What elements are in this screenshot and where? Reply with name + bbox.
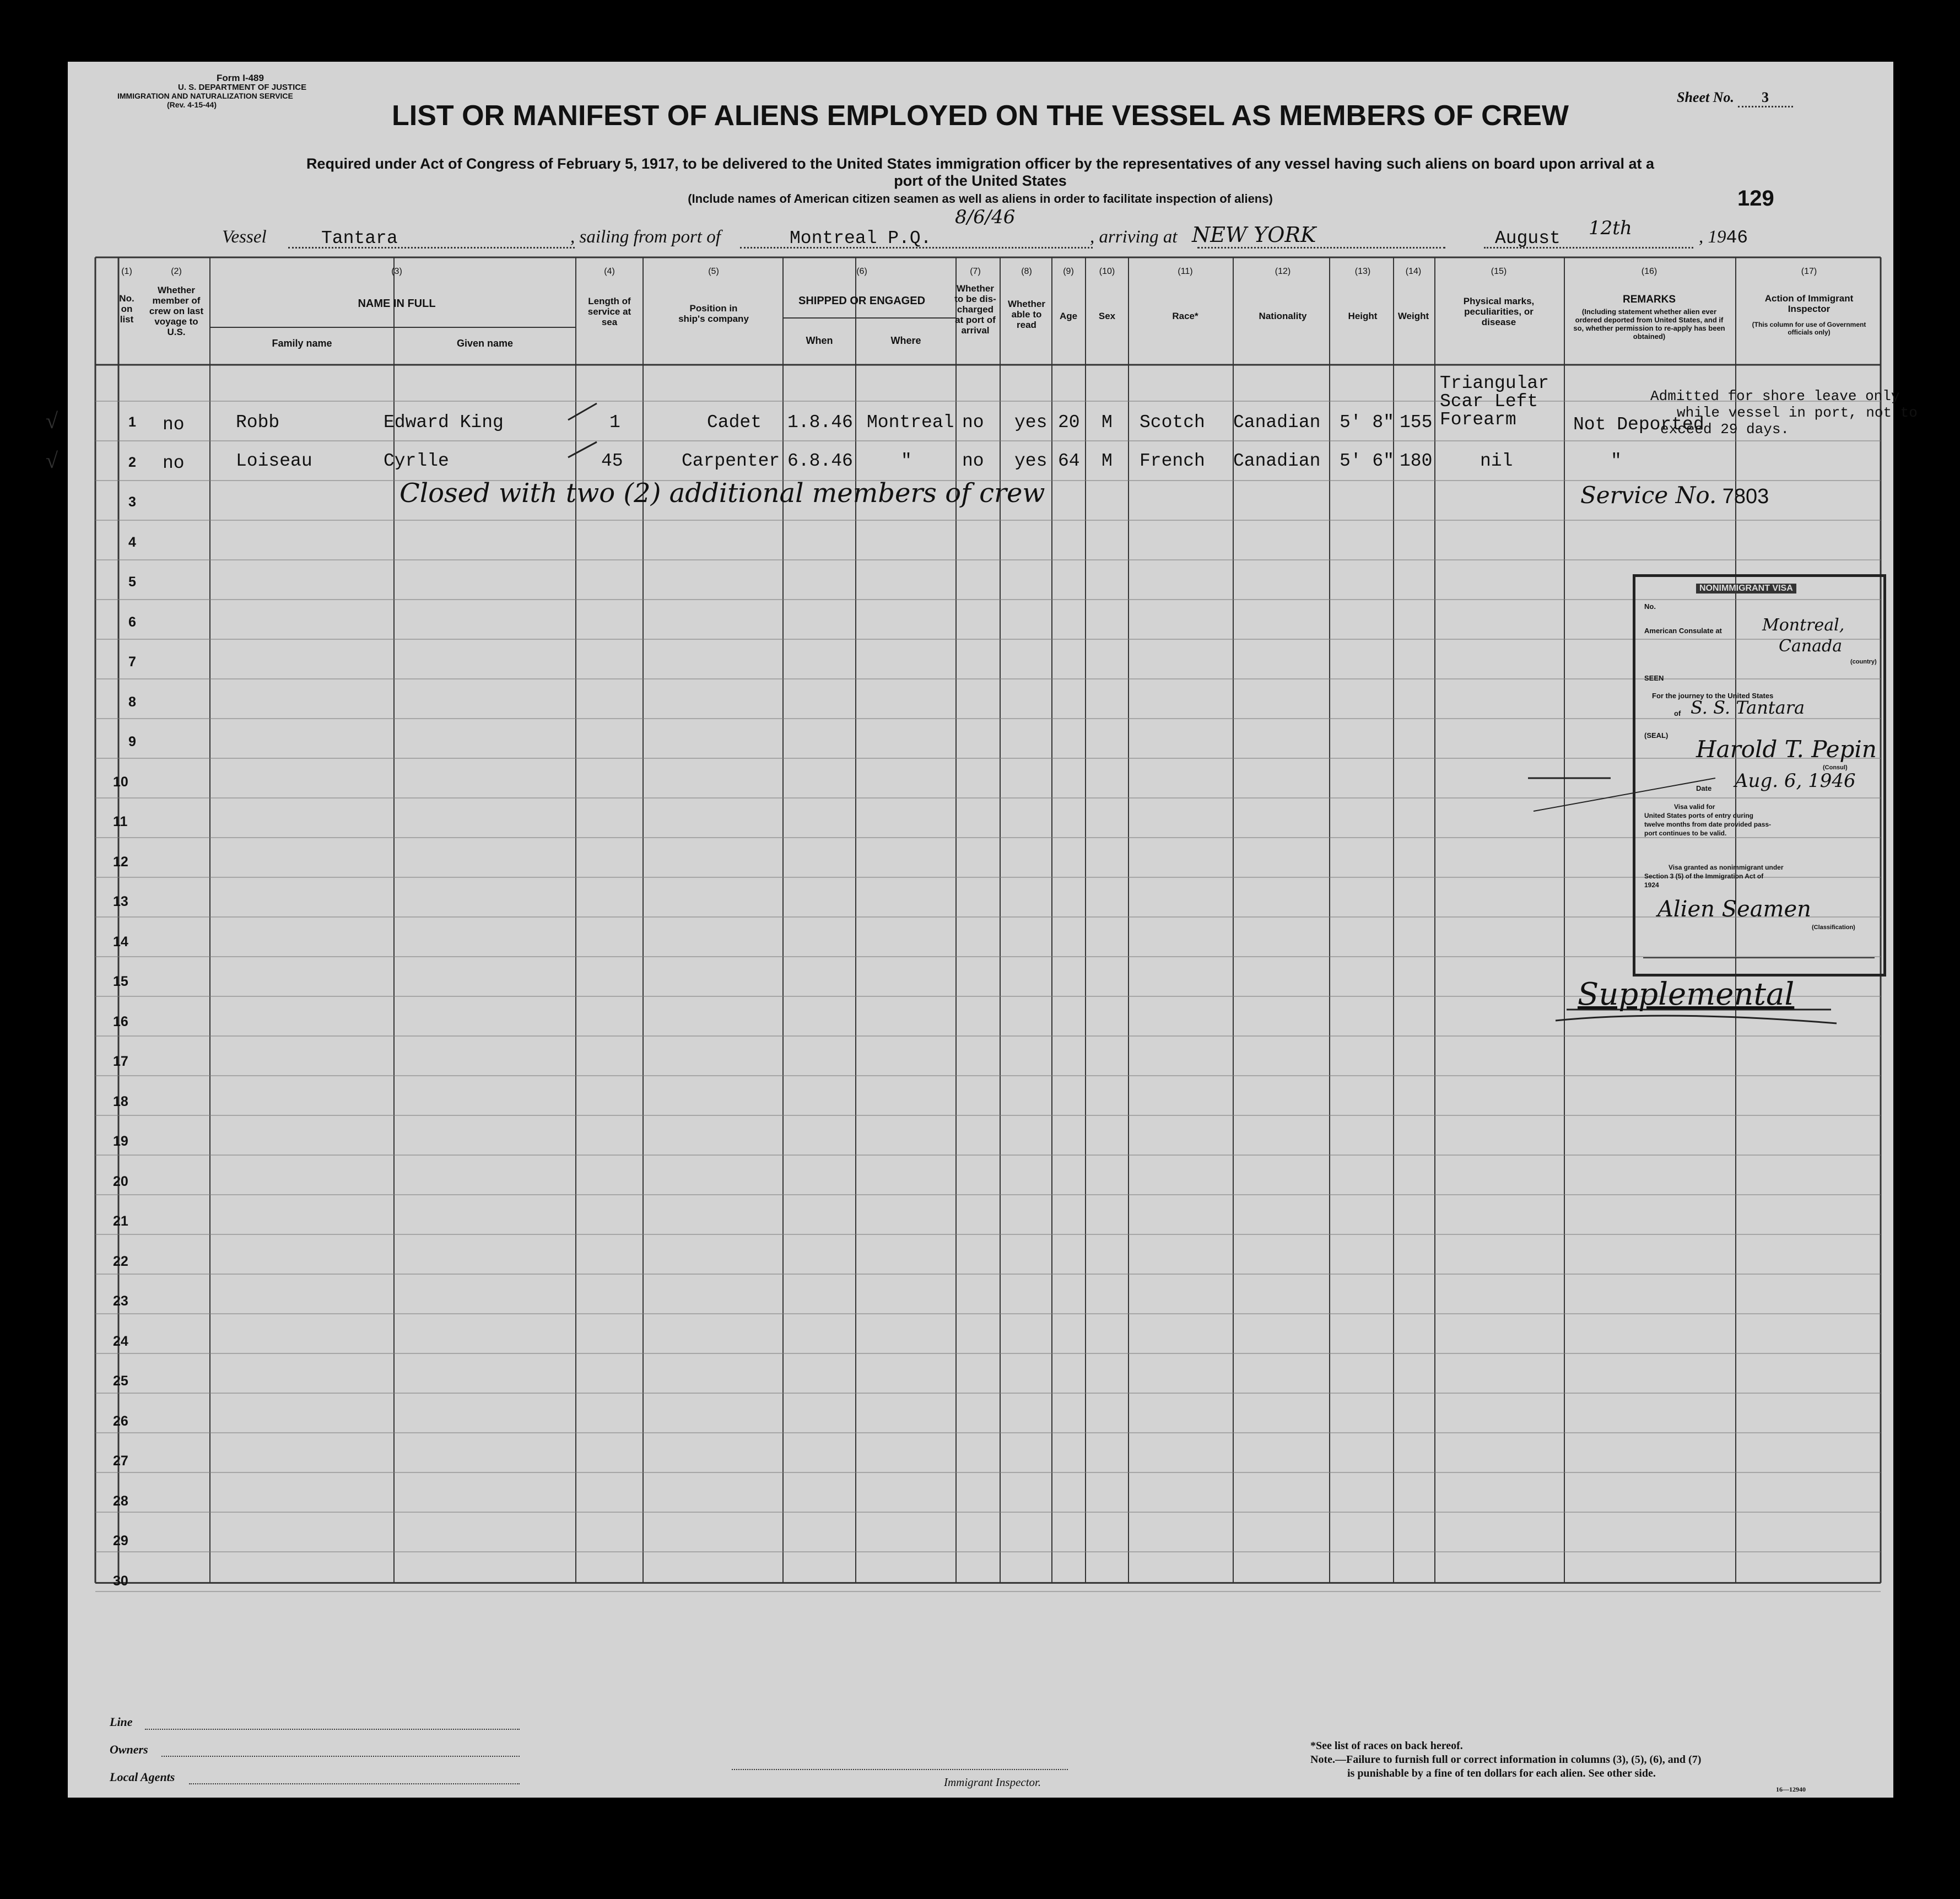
- form-subtitle: Required under Act of Congress of February 5, 1917, to be delivered to the United States immigration officer by the representatives of any vessel having such aliens on board upon arrival at a: [306, 155, 1655, 172]
- visa-seal: (SEAL): [1644, 731, 1669, 740]
- row-1-sex: M: [1102, 412, 1113, 433]
- col-3-family-header: Family name: [272, 338, 332, 349]
- row-2-marks: nil: [1480, 451, 1513, 471]
- visa-date-label: Date: [1696, 784, 1712, 792]
- col-9-header: Age: [1059, 311, 1078, 321]
- row-1-race: Scotch: [1140, 412, 1205, 433]
- row-1-marks-line-3: Forearm: [1440, 409, 1516, 430]
- visa-seen: SEEN: [1644, 674, 1664, 682]
- row-1-age: 20: [1058, 412, 1080, 433]
- row-number: 3: [128, 494, 136, 510]
- col-15-header: Physical marks, peculiarities, or disease: [1463, 296, 1535, 327]
- penalty-note-1: Note.—Failure to furnish full or correct information in columns (3), (5), (6), and (7): [1310, 1754, 1702, 1766]
- col-16-number: (16): [1641, 267, 1657, 276]
- row-2-where: ": [901, 451, 912, 471]
- visa-consulate-city: Montreal,: [1762, 616, 1845, 635]
- visa-granted-3: 1924: [1644, 881, 1659, 889]
- row-1-service: 1: [609, 412, 620, 433]
- visa-validity-2: United States ports of entry during: [1644, 812, 1754, 819]
- visa-title: NONIMMIGRANT VISA: [1696, 584, 1796, 594]
- row-1-marks-line-2: Scar Left: [1440, 391, 1538, 412]
- form-subtitle-2: port of the United States: [894, 172, 1067, 189]
- row-1-weight: 155: [1400, 412, 1433, 433]
- row-number: 15: [113, 974, 128, 989]
- row-1-read: yes: [1014, 412, 1048, 433]
- visa-country-label: (country): [1850, 659, 1877, 665]
- row-number: 10: [113, 774, 128, 790]
- row-1-nationality: Canadian: [1233, 412, 1321, 433]
- col-6-header: SHIPPED OR ENGAGED: [798, 295, 926, 307]
- manifest-sheet: Form I-489 U. S. DEPARTMENT OF JUSTICE IMMIGRATION AND NATURALIZATION SERVICE (Rev. 4-15-44) Sheet No. 3 LIST OR MANIFEST OF ALIENS EMPLOYED ON THE VESSEL AS MEMBERS OF CREW Required under Act of Congress of February 5, 1917, to be delivered to the United States immigration officer by the representatives of any vessel having such aliens on board upon arrival at a port of the United States (Include names of American citizen seamen as well as aliens in order to facilitate inspection of aliens) 129 Vessel Tantara , sailing from port of Montreal P.Q. 8/6/46 , arriving at NEW YORK August 12th , 1946 (1) No. on list (2) Whether member of crew on last voyage to U.S. (3) NAME IN FULL Family name Given name (4) Length of service at sea (5) Position in ship's company (6) SHIPPED OR ENGAGED When Where (7) Whether to be dis-charged at port of arrival (8) Whether able to read (9) Age (10) Sex (11) Race* (12) Nationality (13) Height (14) Weight (15) Physical marks, peculiarities, or disease (16) REMARKS (Including statement whether alien ever ordered deported from United States, and if so, whether permission to re-apply has been obtained) (17) Action of Immigrant Inspector (This column for use of Government officials only) 1 2 3 4 5 6 7 8 9 10 11 12 13 14 15 16 17 18 19 20 21 22 23 24 25 26 27 28 29 30 √ no Robb Edward King 1 Cadet 1.8.46 Montreal no yes 20 M Scotch Canadian 5' 8" 155 Triangular Scar Left Forearm Not Deported √ no Loiseau Cyrlle 45 Carpenter 6.8.46 " no yes 64 M French Canadian 5' 6" 180 nil " Closed with two (2) additional members of crew Admitted for shore leave only while vessel in port, not to exceed 29 days. Service No. 7803 Supplemental NONIMMIGRANT VISA No. American Consulate at Montreal, Canada (country) SEEN For the journey to the United States of S. S. Tantara (SEAL) Harold T. Pepin (Consul) Date Aug. 6, 1946 Visa valid for United States ports of entry during twelve months from date provided pass- port continues to be valid. Visa granted as nonimmigrant under Section 3 (5) of the Immigration Act of 1924 Alien Seamen (Classification) Line Owners Local Agents Immigrant Inspector. *See list of races on back hereof. Note.—Failure to furnish full or correct information in columns (3), (5), (6), and (7) is punishable by a fine of ten dollars for each alien. See other side. 16—12940: [68, 62, 1893, 1798]
- row-2-last-voyage: no: [163, 453, 185, 473]
- arrival-month: August: [1495, 228, 1561, 249]
- col-14-number: (14): [1405, 267, 1422, 276]
- arrival-year: , 1946: [1699, 227, 1748, 248]
- col-4-number: (4): [604, 267, 615, 276]
- supplemental-note: Supplemental: [1578, 977, 1795, 1012]
- visa-consul-label: (Consul): [1823, 764, 1848, 771]
- row-number: 16: [113, 1013, 128, 1029]
- row-number: 25: [113, 1373, 128, 1389]
- row-number: 21: [113, 1213, 128, 1229]
- sailing-port: Montreal P.Q.: [790, 228, 932, 249]
- inspector-signature-label: Immigrant Inspector.: [944, 1776, 1041, 1789]
- row-1-last-voyage: no: [163, 414, 185, 435]
- col-5-number: (5): [708, 267, 719, 276]
- row-number: 12: [113, 854, 128, 870]
- col-2-number: (2): [171, 267, 182, 276]
- col-15-number: (15): [1491, 267, 1507, 276]
- row-1-where: Montreal: [867, 412, 954, 433]
- row-number: 26: [113, 1413, 128, 1429]
- nonimmigrant-visa-stamp: [1633, 574, 1886, 977]
- row-number: 2: [128, 454, 136, 470]
- form-title: LIST OR MANIFEST OF ALIENS EMPLOYED ON THE VESSEL AS MEMBERS OF CREW: [392, 100, 1569, 132]
- row-2-nationality: Canadian: [1233, 451, 1321, 471]
- service-number: Service No. 7803: [1580, 482, 1769, 509]
- form-number: Form I-489: [217, 73, 264, 83]
- shore-leave-note-1: Admitted for shore leave only: [1650, 388, 1900, 404]
- col-13-header: Height: [1348, 311, 1378, 321]
- row-2-age: 64: [1058, 451, 1080, 471]
- visa-classification: Alien Seamen: [1657, 897, 1811, 922]
- visa-ship: S. S. Tantara: [1691, 697, 1805, 718]
- row-number: 30: [113, 1573, 128, 1589]
- arrival-day: 12th: [1589, 217, 1632, 239]
- visa-consulate-label: American Consulate at: [1644, 627, 1722, 635]
- row-2-weight: 180: [1400, 451, 1433, 471]
- row-number: 20: [113, 1173, 128, 1189]
- col-3-given-header: Given name: [456, 338, 514, 349]
- row-1-position: Cadet: [707, 412, 762, 433]
- visa-classification-label: (Classification): [1812, 924, 1855, 931]
- row-number: 14: [113, 934, 128, 949]
- col-17-header: Action of Immigrant Inspector: [1764, 293, 1854, 314]
- visa-validity-3: twelve months from date provided pass-: [1644, 821, 1772, 828]
- footer-agents-label: Local Agents: [110, 1770, 175, 1784]
- arriving-label: , arriving at: [1090, 227, 1178, 247]
- row-2-read: yes: [1014, 451, 1048, 471]
- row-2-position: Carpenter: [682, 451, 780, 471]
- service-name: IMMIGRATION AND NATURALIZATION SERVICE: [117, 91, 293, 100]
- sheet-number: Sheet No. 3: [1677, 89, 1793, 107]
- shore-leave-note-3: exceed 29 days.: [1660, 421, 1790, 438]
- row-number: 23: [113, 1293, 128, 1309]
- col-9-number: (9): [1063, 267, 1074, 276]
- row-number: 18: [113, 1093, 128, 1109]
- row-1-family-name: Robb: [236, 412, 280, 433]
- print-code: 16—12940: [1776, 1785, 1806, 1793]
- col-8-header: Whether able to read: [1008, 299, 1045, 330]
- visa-granted-2: Section 3 (5) of the Immigration Act of: [1644, 872, 1764, 880]
- department: U. S. DEPARTMENT OF JUSTICE: [178, 83, 307, 92]
- visa-number-label: No.: [1644, 602, 1656, 611]
- col-11-number: (11): [1178, 267, 1193, 276]
- col-1-header: No. on list: [119, 293, 134, 325]
- footer-owners-label: Owners: [110, 1742, 148, 1756]
- row-number: 22: [113, 1253, 128, 1269]
- visa-consulate-country: Canada: [1779, 636, 1843, 656]
- col-6-where-header: Where: [890, 335, 921, 346]
- row-2-discharged: no: [962, 451, 984, 471]
- col-17-subheader: (This column for use of Government officials only): [1752, 321, 1866, 336]
- row-number: 7: [128, 654, 136, 670]
- vessel-name: Tantara: [321, 228, 398, 249]
- row-1-when: 1.8.46: [787, 412, 853, 433]
- closing-note: Closed with two (2) additional members of crew: [399, 478, 1045, 509]
- visa-journey: For the journey to the United States: [1652, 692, 1774, 700]
- row-number: 1: [128, 414, 136, 430]
- col-7-number: (7): [970, 267, 981, 276]
- col-10-number: (10): [1099, 267, 1115, 276]
- row-number: 9: [128, 734, 136, 749]
- row-1-given-name: Edward King: [384, 412, 504, 433]
- row-number: 8: [128, 694, 136, 710]
- form-instruction: (Include names of American citizen seamen as well as aliens in order to facilitate inspection of aliens): [688, 192, 1273, 206]
- visa-validity-1: Visa valid for: [1674, 803, 1715, 811]
- col-8-number: (8): [1021, 267, 1032, 276]
- col-11-header: Race*: [1172, 311, 1198, 321]
- row-2-race: French: [1140, 451, 1205, 471]
- col-1-number: (1): [121, 267, 132, 276]
- vessel-label: Vessel: [222, 227, 267, 247]
- row-number: 6: [128, 614, 136, 630]
- row-number: 17: [113, 1054, 128, 1069]
- races-note: *See list of races on back hereof.: [1310, 1740, 1463, 1752]
- row-2-height: 5' 6": [1340, 451, 1395, 471]
- row-number: 19: [113, 1134, 128, 1149]
- col-12-header: Nationality: [1259, 311, 1307, 321]
- sailing-label: , sailing from port of: [570, 227, 721, 247]
- row-number: 28: [113, 1493, 128, 1509]
- row-1-remarks: Not Deported: [1573, 414, 1704, 435]
- sailing-date-handwritten: 8/6/46: [955, 206, 1016, 228]
- visa-date: Aug. 6, 1946: [1735, 770, 1856, 792]
- row-2-when: 6.8.46: [787, 451, 853, 471]
- row-2-given-name: Cyrlle: [384, 451, 449, 471]
- row-1-height: 5' 8": [1340, 412, 1395, 433]
- visa-of-label: of: [1674, 709, 1681, 717]
- penalty-note-2: is punishable by a fine of ten dollars for each alien. See other side.: [1347, 1767, 1656, 1779]
- shore-leave-note-2: while vessel in port, not to: [1677, 404, 1918, 421]
- row-1-discharged: no: [962, 412, 984, 433]
- col-16-subheader: (Including statement whether alien ever ordered deported from United States, and if so, whether permission to re-apply has been obtained): [1573, 307, 1725, 341]
- col-7-header: Whether to be dis-charged at port of arrival: [954, 283, 996, 336]
- visa-granted-1: Visa granted as nonimmigrant under: [1669, 864, 1784, 871]
- form-revision: (Rev. 4-15-44): [167, 100, 217, 109]
- row-number: 27: [113, 1453, 128, 1469]
- row-2-service: 45: [601, 451, 623, 471]
- row-2-sex: M: [1102, 451, 1113, 471]
- stamp-number: 129: [1737, 186, 1774, 211]
- col-6-when-header: When: [806, 335, 833, 346]
- col-5-header: Position in ship's company: [678, 303, 749, 324]
- footer-line-label: Line: [110, 1715, 133, 1729]
- row-number: 29: [113, 1533, 128, 1549]
- row-number: 13: [113, 894, 128, 909]
- col-3-number: (3): [391, 267, 402, 276]
- col-13-number: (13): [1354, 267, 1371, 276]
- col-12-number: (12): [1275, 267, 1291, 276]
- row-1-marks-line-1: Triangular: [1440, 373, 1549, 393]
- visa-validity-4: port continues to be valid.: [1644, 829, 1727, 837]
- col-6-number: (6): [856, 267, 867, 276]
- row-number: 5: [128, 574, 136, 590]
- col-17-number: (17): [1801, 267, 1817, 276]
- row-number: 4: [128, 534, 136, 550]
- col-14-header: Weight: [1397, 311, 1429, 321]
- row-number: 11: [113, 814, 128, 829]
- visa-signature: Harold T. Pepin: [1696, 736, 1877, 763]
- row-number: 24: [113, 1333, 128, 1349]
- col-4-header: Length of service at sea: [587, 296, 631, 327]
- col-3-header: NAME IN FULL: [358, 298, 436, 310]
- arriving-port: NEW YORK: [1192, 223, 1316, 247]
- row-2-remarks: ": [1611, 451, 1622, 471]
- row-2-family-name: Loiseau: [236, 451, 312, 471]
- col-2-header: Whether member of crew on last voyage to U.S.: [149, 285, 204, 337]
- col-16-header: REMARKS: [1622, 294, 1676, 305]
- col-10-header: Sex: [1098, 311, 1116, 321]
